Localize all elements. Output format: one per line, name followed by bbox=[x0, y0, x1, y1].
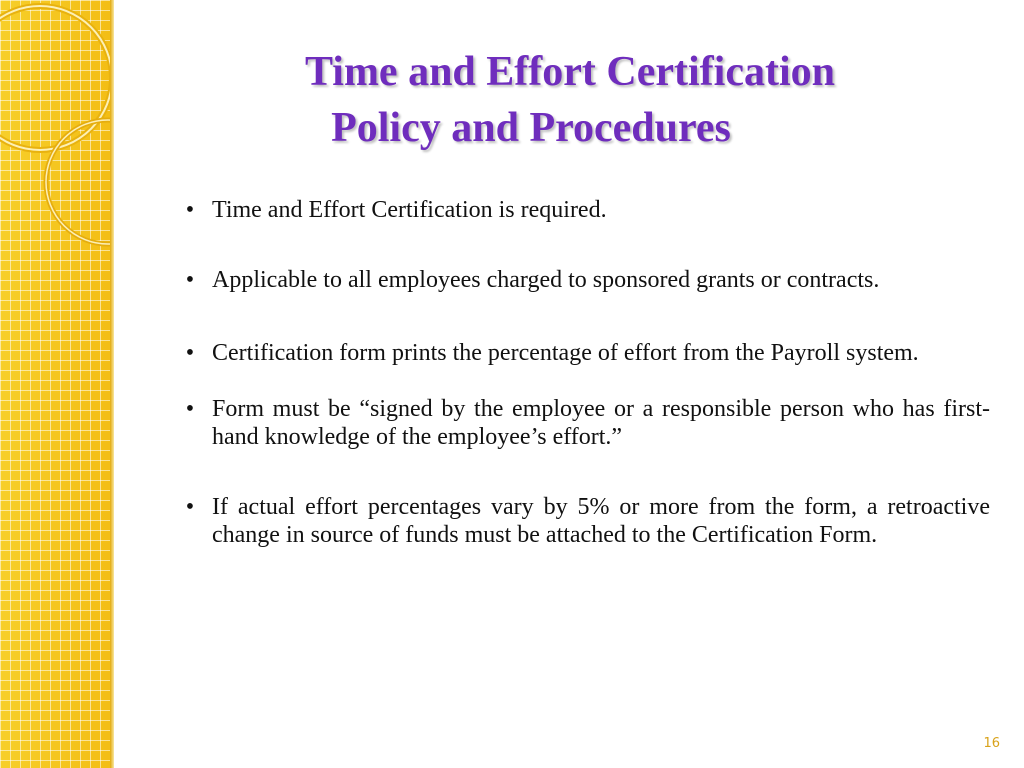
slide-title bbox=[150, 44, 990, 156]
bullet-item bbox=[180, 196, 990, 224]
bullet-text: If actual effort percentages vary by 5% or more from the form, a retroactive change in source of funds must be attached to the Certification Form. bbox=[212, 494, 990, 548]
bullet-dot: • bbox=[185, 396, 195, 422]
bullet-text: Certification form prints the percentage of effort from the Payroll system. bbox=[212, 340, 919, 366]
bullet-text: Time and Effort Certification is required. bbox=[212, 197, 607, 223]
title-line-2: Policy and Procedures bbox=[331, 105, 731, 151]
bullet-item bbox=[180, 493, 990, 549]
bullet-dot: • bbox=[185, 197, 195, 223]
title-line-1: Time and Effort Certification bbox=[305, 49, 835, 95]
bullet-dot: • bbox=[185, 494, 195, 520]
bullet-text: Form must be “signed by the employee or a responsible person who has first-hand knowledge of the employee’s effort.” bbox=[212, 396, 990, 450]
bullet-item bbox=[180, 266, 990, 294]
bullet-dot: • bbox=[185, 267, 195, 293]
bullet-item bbox=[180, 395, 990, 451]
page-number: 16 bbox=[983, 736, 1000, 751]
bullet-text: Applicable to all employees charged to sponsored grants or contracts. bbox=[212, 267, 880, 293]
bullet-item bbox=[180, 339, 990, 367]
bullet-dot: • bbox=[185, 340, 195, 366]
bullet-list bbox=[180, 196, 990, 549]
